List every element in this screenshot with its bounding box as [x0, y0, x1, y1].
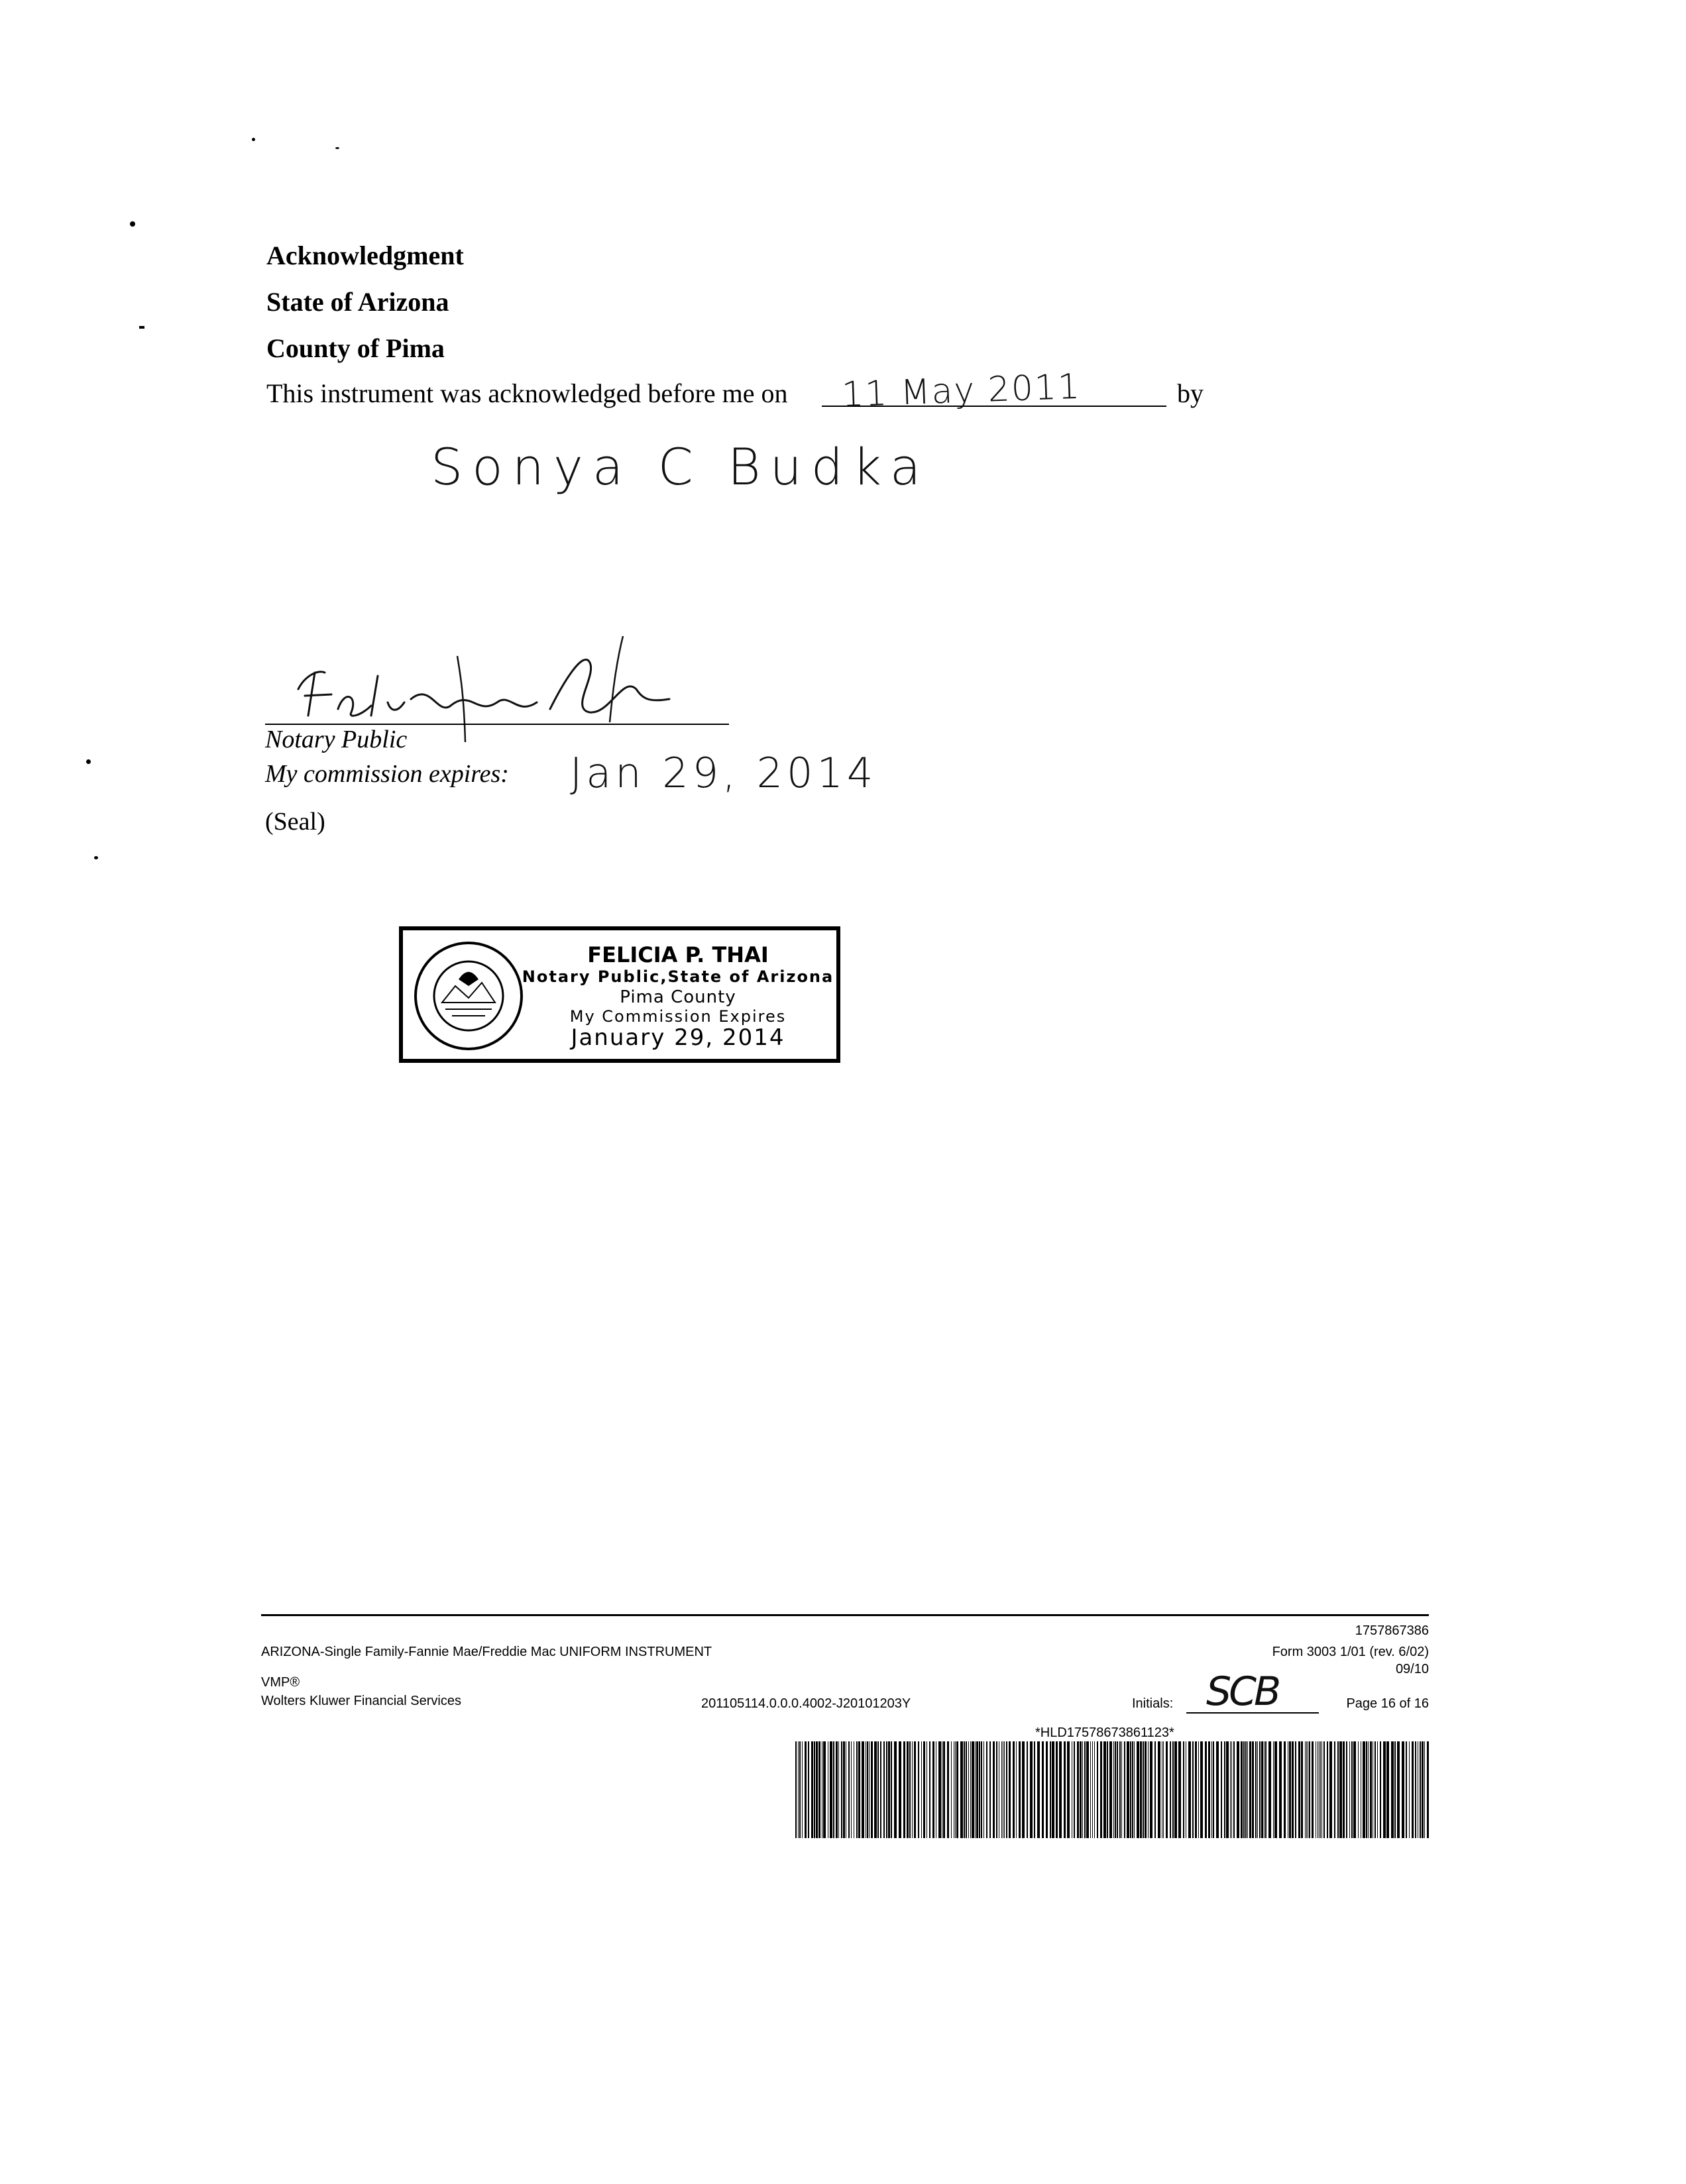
barcode-bar [1394, 1741, 1396, 1838]
commission-expires-label: My commission expires: [265, 760, 509, 788]
barcode-bar [1368, 1741, 1369, 1838]
barcode-bar [1115, 1741, 1116, 1838]
barcode-bar [1013, 1741, 1015, 1838]
barcode-bar [836, 1741, 838, 1838]
barcode-bar [1351, 1741, 1353, 1838]
barcode-bar [993, 1741, 995, 1838]
barcode-bar [816, 1741, 818, 1838]
arizona-seal-icon [412, 940, 525, 1052]
scan-speck [94, 856, 98, 859]
barcode-bar [968, 1741, 969, 1838]
barcode-bar [923, 1741, 925, 1838]
stamp-date: January 29, 2014 [571, 1024, 785, 1051]
barcode-bar [1198, 1741, 1199, 1838]
barcode-bar [1022, 1741, 1025, 1838]
document-code: 201105114.0.0.0.4002-J20101203Y [701, 1696, 911, 1711]
barcode-bar [1148, 1741, 1149, 1838]
instrument-title: ARIZONA-Single Family-Fannie Mae/Freddie Mac UNIFORM INSTRUMENT [261, 1645, 712, 1659]
barcode-text: *HLD17578673861123* [1035, 1725, 1174, 1740]
barcode-bar [1323, 1741, 1325, 1838]
stamp-name: FELICIA P. THAI [587, 942, 769, 967]
county-line: County of Pima [266, 333, 445, 363]
barcode-bar [838, 1741, 839, 1838]
form-number: Form 3003 1/01 (rev. 6/02) [1272, 1645, 1429, 1659]
barcode-bar [1103, 1741, 1106, 1838]
barcode-bar [1094, 1741, 1095, 1838]
stamp-line-3: My Commission Expires [569, 1007, 787, 1026]
barcode-bar [1154, 1741, 1156, 1838]
barcode-bar [802, 1741, 803, 1838]
barcode-bar [1124, 1741, 1125, 1838]
barcode-bar [912, 1741, 913, 1838]
barcode-bar [1268, 1741, 1271, 1838]
barcode-bar [1349, 1741, 1350, 1838]
barcode-bar [1292, 1741, 1294, 1838]
barcode-bar [1130, 1741, 1131, 1838]
barcode-bar [1406, 1741, 1407, 1838]
barcode-bar [970, 1741, 971, 1838]
barcode-bar [1305, 1741, 1306, 1838]
handwritten-commission-date: Jan 29, 2014 [570, 749, 877, 797]
barcode-bar [1119, 1741, 1121, 1838]
barcode-bar [1370, 1741, 1372, 1838]
barcode-bar [841, 1741, 842, 1838]
barcode-bar [1001, 1741, 1002, 1838]
barcode-bar [869, 1741, 870, 1838]
barcode-bar [1027, 1741, 1028, 1838]
barcode-bar [951, 1741, 952, 1838]
barcode-bar [851, 1741, 852, 1838]
barcode-bar [1205, 1741, 1207, 1838]
barcode-bar [1150, 1741, 1152, 1838]
barcode-bar [1074, 1741, 1075, 1838]
barcode-bar [1329, 1741, 1332, 1838]
barcode-bar [907, 1741, 909, 1838]
handwritten-signer-name: Sonya C Budka [431, 437, 930, 496]
barcode-bar [1163, 1741, 1164, 1838]
barcode-bar [1132, 1741, 1133, 1838]
barcode-bar [1158, 1741, 1160, 1838]
barcode-bar [1221, 1741, 1222, 1838]
barcode-bar [943, 1741, 945, 1838]
barcode-bar [833, 1741, 834, 1838]
barcode-bar [932, 1741, 934, 1838]
barcode-bar [1145, 1741, 1147, 1838]
barcode-bar [1366, 1741, 1367, 1838]
barcode-bar [1113, 1741, 1114, 1838]
barcode-bar [1188, 1741, 1191, 1838]
barcode-bar [989, 1741, 991, 1838]
barcode-bar [1226, 1741, 1229, 1838]
barcode [795, 1741, 1429, 1838]
barcode-bar [986, 1741, 987, 1838]
barcode-bar [880, 1741, 881, 1838]
barcode-bar [871, 1741, 873, 1838]
barcode-bar [1274, 1741, 1277, 1838]
barcode-bar [1397, 1741, 1400, 1838]
state-line: State of Arizona [266, 287, 449, 317]
barcode-bar [1334, 1741, 1335, 1838]
barcode-bar [975, 1741, 976, 1838]
barcode-bar [867, 1741, 868, 1838]
barcode-bar [1052, 1741, 1054, 1838]
footer-rule [261, 1614, 1429, 1616]
barcode-bar [1174, 1741, 1177, 1838]
barcode-bar [814, 1741, 815, 1838]
loan-number: 1757867386 [1355, 1623, 1429, 1638]
barcode-bar [956, 1741, 958, 1838]
barcode-bar [1301, 1741, 1303, 1838]
barcode-bar [888, 1741, 890, 1838]
barcode-bar [899, 1741, 901, 1838]
barcode-bar [1037, 1741, 1040, 1838]
barcode-bar [1306, 1741, 1307, 1838]
barcode-bar [1092, 1741, 1093, 1838]
barcode-bar [1320, 1741, 1321, 1838]
barcode-bar [818, 1741, 820, 1838]
barcode-bar [1231, 1741, 1232, 1838]
barcode-bar [947, 1741, 949, 1838]
barcode-bar [1230, 1741, 1231, 1838]
barcode-bar [1140, 1741, 1142, 1838]
barcode-bar [1086, 1741, 1089, 1838]
barcode-bar [1192, 1741, 1194, 1838]
barcode-bar [1279, 1741, 1282, 1838]
barcode-bar [1358, 1741, 1359, 1838]
acknowledgment-title: Acknowledgment [266, 241, 464, 270]
notary-stamp [399, 926, 840, 1063]
stamp-line-2: Pima County [620, 987, 736, 1007]
barcode-bar [858, 1741, 860, 1838]
barcode-bar [1030, 1741, 1033, 1838]
barcode-bar [976, 1741, 978, 1838]
barcode-bar [1019, 1741, 1021, 1838]
barcode-bar [1380, 1741, 1381, 1838]
barcode-bar [1042, 1741, 1044, 1838]
barcode-bar [1321, 1741, 1322, 1838]
barcode-bar [1295, 1741, 1296, 1838]
barcode-bar [1346, 1741, 1347, 1838]
seal-label: (Seal) [265, 808, 325, 836]
barcode-bar [843, 1741, 845, 1838]
stamp-line-1: Notary Public,State of Arizona [522, 967, 834, 986]
barcode-bar [830, 1741, 832, 1838]
barcode-bar [808, 1741, 809, 1838]
barcode-bar [874, 1741, 877, 1838]
barcode-bar [929, 1741, 930, 1838]
barcode-bar [1183, 1741, 1184, 1838]
barcode-bar [1375, 1741, 1376, 1838]
barcode-bar [891, 1741, 892, 1838]
barcode-bar [1233, 1741, 1235, 1838]
barcode-bar [1409, 1741, 1410, 1838]
barcode-bar [1208, 1741, 1210, 1838]
barcode-bar [1241, 1741, 1243, 1838]
publisher-name: Wolters Kluwer Financial Services [261, 1694, 461, 1708]
barcode-bar [1402, 1741, 1404, 1838]
barcode-bar [1243, 1741, 1245, 1838]
acknowledgment-statement-suffix: by [1177, 378, 1204, 408]
barcode-bar [1312, 1741, 1314, 1838]
barcode-bar [1143, 1741, 1144, 1838]
barcode-bar [1273, 1741, 1274, 1838]
barcode-bar [1391, 1741, 1394, 1838]
barcode-bar [848, 1741, 850, 1838]
barcode-bar [1080, 1741, 1082, 1838]
barcode-bar [1195, 1741, 1197, 1838]
barcode-bar [1383, 1741, 1386, 1838]
barcode-bar [1412, 1741, 1414, 1838]
barcode-bar [955, 1741, 956, 1838]
barcode-bar [1343, 1741, 1345, 1838]
barcode-bar [1353, 1741, 1356, 1838]
barcode-bar [1427, 1741, 1429, 1838]
barcode-bar [1298, 1741, 1300, 1838]
barcode-bar [1084, 1741, 1086, 1838]
handwritten-initials: SCB [1206, 1668, 1279, 1715]
barcode-bar [1284, 1741, 1286, 1838]
barcode-bar [1213, 1741, 1214, 1838]
barcode-bar [938, 1741, 941, 1838]
barcode-bar [1064, 1741, 1066, 1838]
barcode-bar [795, 1741, 797, 1838]
barcode-bar [1006, 1741, 1007, 1838]
barcode-bar [894, 1741, 897, 1838]
barcode-bar [996, 1741, 997, 1838]
form-revision: 09/10 [1395, 1662, 1429, 1676]
barcode-bar [1255, 1741, 1257, 1838]
barcode-bar [1056, 1741, 1058, 1838]
barcode-bar [856, 1741, 858, 1838]
barcode-bar [1211, 1741, 1212, 1838]
barcode-bar [1237, 1741, 1239, 1838]
barcode-bar [1107, 1741, 1108, 1838]
barcode-bar [1004, 1741, 1005, 1838]
barcode-bar [1261, 1741, 1263, 1838]
barcode-bar [1067, 1741, 1070, 1838]
barcode-bar [1257, 1741, 1258, 1838]
barcode-bar [1059, 1741, 1062, 1838]
barcode-bar [1424, 1741, 1425, 1838]
barcode-bar [1339, 1741, 1342, 1838]
barcode-bar [909, 1741, 911, 1838]
barcode-bar [1319, 1741, 1320, 1838]
scan-speck [139, 326, 144, 329]
handwritten-date: 11 May 2011 [841, 366, 1082, 415]
barcode-bar [1224, 1741, 1225, 1838]
barcode-bar [799, 1741, 801, 1838]
barcode-bar [1166, 1741, 1168, 1838]
scan-speck [335, 147, 339, 149]
barcode-bar [981, 1741, 982, 1838]
barcode-bar [964, 1741, 965, 1838]
barcode-bar [1252, 1741, 1254, 1838]
barcode-bar [1337, 1741, 1339, 1838]
barcode-bar [966, 1741, 967, 1838]
barcode-bar [1420, 1741, 1421, 1838]
barcode-bar [1377, 1741, 1378, 1838]
barcode-bar [823, 1741, 826, 1838]
barcode-bar [1422, 1741, 1424, 1838]
barcode-bar [903, 1741, 905, 1838]
barcode-bar [1100, 1741, 1102, 1838]
barcode-bar [1016, 1741, 1017, 1838]
barcode-bar [1090, 1741, 1091, 1838]
barcode-bar [1034, 1741, 1035, 1838]
barcode-bar [1082, 1741, 1083, 1838]
barcode-bar [883, 1741, 885, 1838]
barcode-bar [1200, 1741, 1203, 1838]
barcode-bar [1117, 1741, 1118, 1838]
barcode-bar [1327, 1741, 1328, 1838]
barcode-bar [1009, 1741, 1011, 1838]
barcode-bar [1386, 1741, 1389, 1838]
barcode-bar [1265, 1741, 1266, 1838]
barcode-bar [1309, 1741, 1310, 1838]
barcode-bar [914, 1741, 916, 1838]
barcode-bar [1170, 1741, 1171, 1838]
barcode-bar [1077, 1741, 1079, 1838]
barcode-bar [1245, 1741, 1247, 1838]
barcode-bar [1259, 1741, 1261, 1838]
scan-speck [252, 138, 255, 141]
page-number: Page 16 of 16 [1346, 1696, 1429, 1711]
barcode-bar [1121, 1741, 1122, 1838]
barcode-bar [886, 1741, 887, 1838]
notary-public-label: Notary Public [265, 726, 408, 753]
barcode-bar [1178, 1741, 1181, 1838]
barcode-bar [921, 1741, 922, 1838]
scan-speck [130, 221, 135, 227]
barcode-bar [798, 1741, 799, 1838]
barcode-bar [877, 1741, 879, 1838]
barcode-bar [1046, 1741, 1048, 1838]
barcode-bar [1216, 1741, 1219, 1838]
acknowledgment-statement-prefix: This instrument was acknowledged before me on [266, 378, 788, 408]
initials-label: Initials: [1132, 1696, 1174, 1711]
vmp-label: VMP® [261, 1675, 300, 1690]
barcode-bar [862, 1741, 864, 1838]
barcode-bar [1415, 1741, 1416, 1838]
barcode-bar [918, 1741, 919, 1838]
barcode-bar [1172, 1741, 1174, 1838]
barcode-bar [1050, 1741, 1051, 1838]
barcode-bar [1097, 1741, 1098, 1838]
barcode-bar [805, 1741, 807, 1838]
scan-speck [86, 759, 91, 764]
barcode-bar [1137, 1741, 1139, 1838]
barcode-bar [1363, 1741, 1365, 1838]
barcode-bar [811, 1741, 813, 1838]
barcode-bar [1109, 1741, 1112, 1838]
barcode-bar [1289, 1741, 1291, 1838]
barcode-bar [960, 1741, 963, 1838]
barcode-bar [1249, 1741, 1251, 1838]
barcode-bar [972, 1741, 974, 1838]
barcode-bar [979, 1741, 980, 1838]
barcode-bar [1134, 1741, 1135, 1838]
barcode-bar [1247, 1741, 1248, 1838]
barcode-bar [1127, 1741, 1129, 1838]
